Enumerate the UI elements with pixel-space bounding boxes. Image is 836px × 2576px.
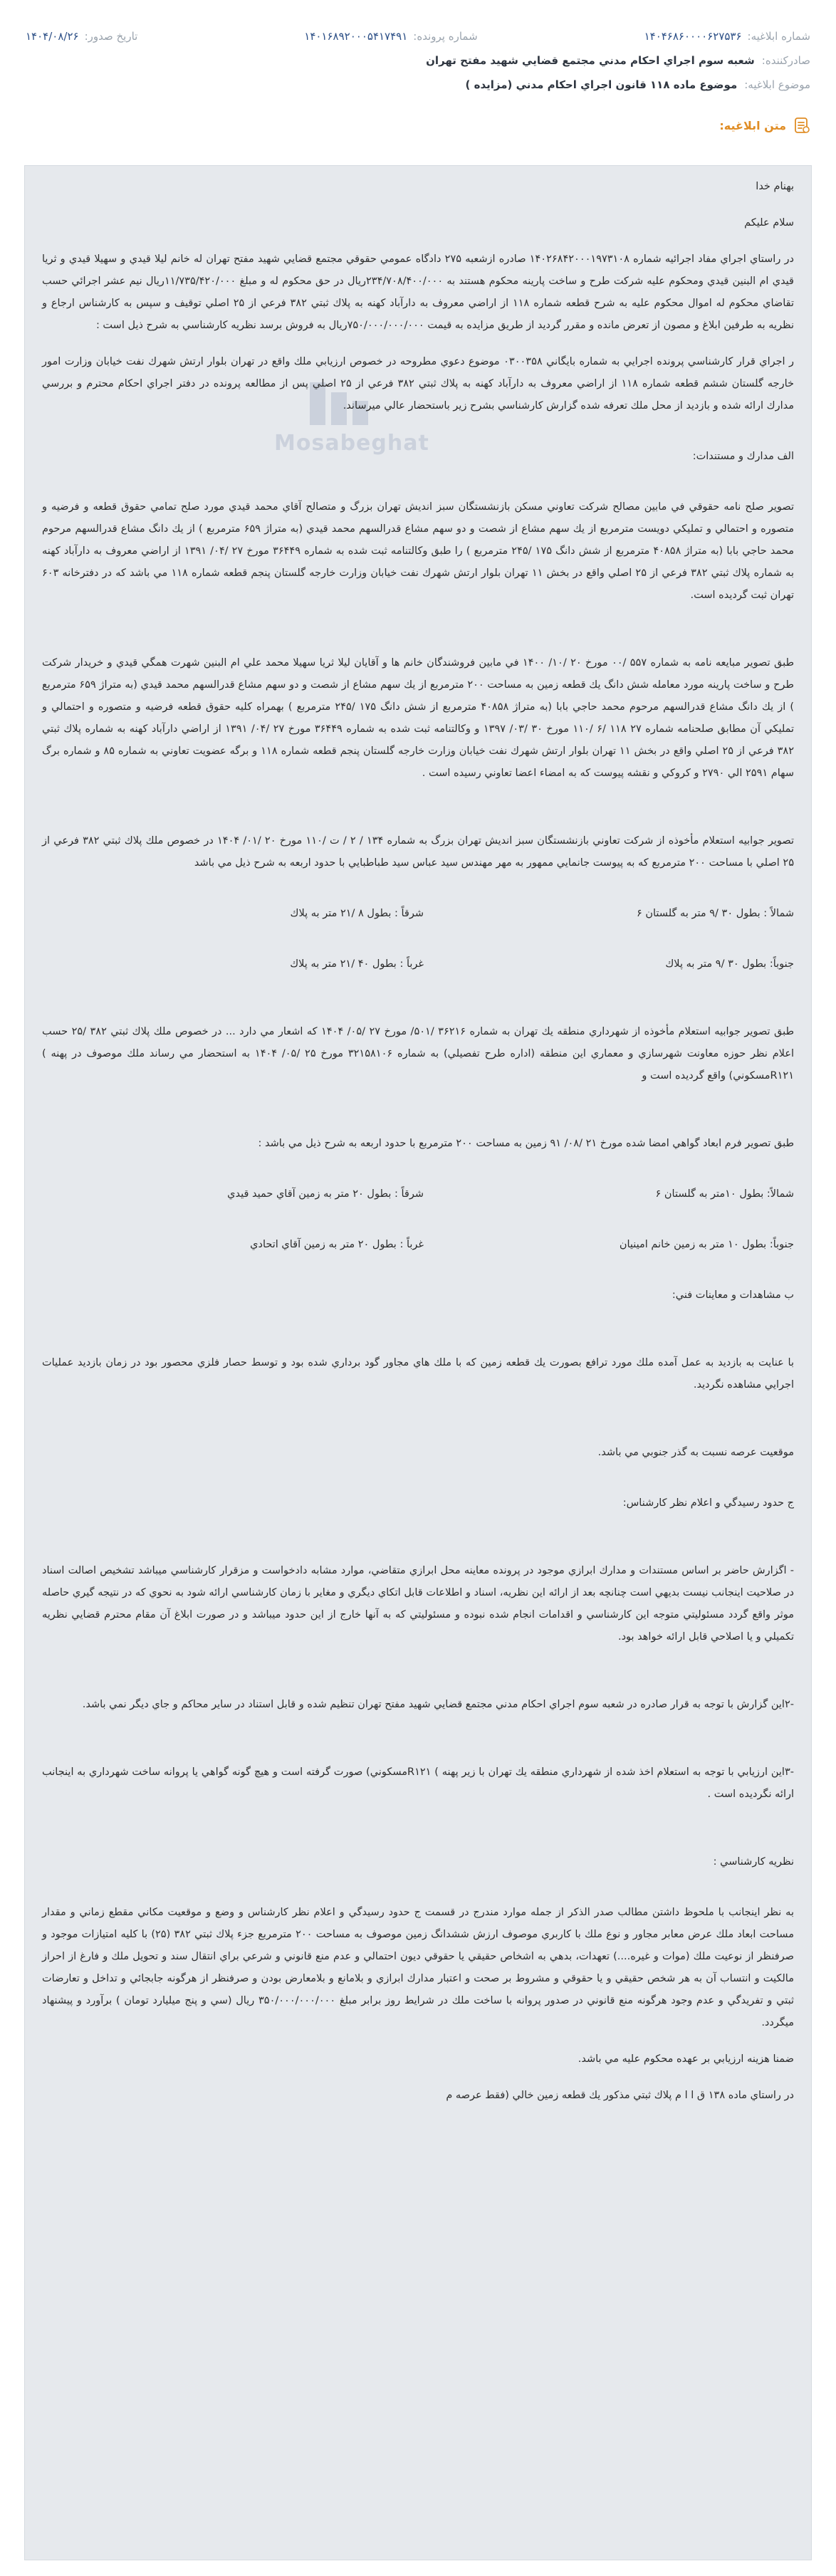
document-1-paragraph: تصوير صلح نامه حقوقي في مابين مصالح شركت تعاوني مسكن بازنشستگان سبز انديش تهران بزرگ و متصالح آقاي محمد قيدي مورد صلح تمامي حقوق قطعه و فرضيه و متصوره و احتمالي و تمليكي دويست مترمربع از يك سهم مشاع از شصت و دو سهم مشاع قدرالسهم محمد قيدي (به متراژ ۶۵۹ مترمربع ) از يك دانگ مشاع قدرالسهم مرحوم محمد حاجي بابا (به متراژ ۴۰۸۵۸ مترمربع از شش دانگ ۱۷۵ /۲۴۵ مترمربع ) را طبق وكالتنامه ثبت شده به شماره ۳۶۴۴۹ مورخ ۲۷ /۰۴/ ۱۳۹۱ از اراضي معروف به دارآباد كهنه به شماره پلاك ثبتي ۳۸۲ فرعي از ۲۵ اصلي واقع در بخش ۱۱ تهران بلوار ارتش شهرك نفت خيابان وزارت خارجه گلستان پنجم قطعه شماره ۱۱۸ مي باشد كه در دفترخانه ۶۰۳ تهران ثبت گرديده است. xyxy=(42,501,794,601)
bounds-2-west: غرباً : بطول ۲۰ متر به زمين آقاي اتحادي xyxy=(250,1239,424,1250)
notice-header xyxy=(0,0,836,97)
final-paragraph: در راستاي ماده ۱۳۸ ق ا ا م پلاك ثبتي مذكور يك قطعه زمين خالي (فقط عرصه م xyxy=(446,2090,794,2101)
notice-number xyxy=(644,30,810,43)
bounds-2-row-2 xyxy=(42,1234,794,1256)
bounds-2-north: شمالاً: بطول ۱۰متر به گلستان ۶ xyxy=(655,1188,794,1200)
notice-text-title: متن ابلاغیه: xyxy=(719,118,786,132)
bounds-1-east: شرقاً : بطول ۸ /۲۱ متر به پلاك xyxy=(290,908,424,919)
document-2-paragraph: طبق تصوير مبايعه نامه به شماره ۵۵۷ /۰۰ مورخ ۲۰ /۱۰/ ۱۴۰۰ في مابين فروشندگان خانم ها و آقايان ليلا ثريا سهيلا محمد علي ام البنين شهرت همگي قيدي و خريدار شركت طرح و ساخت پارينه مورد معامله شش دانگ يك قطعه زمين به مساحت ۲۰۰ مترمربع از يك سهم مشاع از شصت و دو سهم مشاع قدرالسهم محمد قيدي (به متراژ ۶۵۹ مترمربع ) از يك دانگ مشاع قدرالسهم مرحوم محمد حاجي بابا (به متراژ ۴۰۸۵۸ مترمربع از شش دانگ ۱۷۵ /۲۴۵ مترمربع ) بهمراه كليه حقوق قطعه فرضيه و متصوره و احتمالي و تمليكي آن مطابق صلحنامه شماره ۲۷ ۱۱۸ /۶ /۱۱۰ مورخ ۳۰ /۰۳/ ۱۳۹۷ و وكالتنامه ثبت شده به شماره ۳۶۴۴۹ مورخ ۲۷ /۰۴/ ۱۳۹۱ از اراضي دارآباد كهنه به شماره پلاك ثبتي ۳۸۲ فرعي از ۲۵ اصلي واقع در بخش ۱۱ تهران بلوار ارتش شهرك نفت خيابان وزارت خارجه گلستان پنجم قطعه شماره ۱۱۸ و برگه عضويت تعاوني به شماره ۸۵ و شماره برگ سهام ۲۵۹۱ الي ۲۷۹۰ و كروكي و نقشه پيوست كه به امضاء اعضا تعاوني رسيده است . xyxy=(42,657,795,779)
notice-text-heading xyxy=(26,114,810,137)
issue-date xyxy=(26,30,137,43)
bounds-2-east: شرقاً : بطول ۲۰ متر به زمين آقاي حميد قيدي xyxy=(227,1188,424,1200)
observation-2-paragraph: موقعيت عرصه نسبت به گذر جنوبي مي باشد. xyxy=(597,1447,794,1458)
issue-date-label: تاریخ صدور: xyxy=(84,30,138,43)
subject xyxy=(466,78,810,91)
document-5-paragraph: طبق تصوير فرم ابعاد گواهي امضا شده مورخ ۲۱ /۰۸/ ۹۱ زمين به مساحت ۲۰۰ مترمربع با حدود اربعه به شرح ذيل مي باشد : xyxy=(258,1138,794,1149)
section-c-heading: ج حدود رسيدگي و اعلام نظر كارشناس: xyxy=(622,1497,794,1509)
opinion-paragraph: به نظر اينجانب با ملحوظ داشتن مطالب صدر الذكر از جمله موارد مندرج در قسمت ج حدود رسيدگي و اعلام نظر كارشناس و وضع و موقعيت مكاني مقطع زماني و مقدار مساحت ابعاد ملك عرض معابر مجاور و نوع ملك با كاربري موصوف ارزش ششدانگ زمين موصوف به مساحت ۲۰۰ مترمربع جزء پلاك ثبتي ۳۸۲ (۲۵) با كليه امتيازات موجود و صرفنظر از نوعيت ملك (موات و غيره....) تعهدات، بدهي به اشخاص حقيقي يا حقوقي ديون احتمالي و عدم منع قانوني و شرعي براي انتقال سند و تحويل ملك و فارغ از احراز مالكيت و انتساب آن به هر شخص حقيقي و يا حقوقي و مشروط بر صحت و اعتبار مدارك ابرازي و بلامانع و بلامعارض بودن و صرفنظر از هرگونه جابجائي و تداخل و تعارضات ثبتي و تفريدگي و عدم وجود هرگونه منع قانوني در صدور پروانه با ساخت ملك در شرايط روز برابر مبلغ ۳۵۰/۰۰۰/۰۰۰/۰۰۰ ريال (سي و پنج ميليارد تومان ) برآورد و پيشنهاد ميگردد. xyxy=(42,1907,794,2028)
notice-meta-row xyxy=(26,24,810,48)
issuer-value: شعبه سوم اجراي احكام مدني مجتمع قضايي شهيد مفتح تهران xyxy=(426,54,755,67)
notice-number-label: شماره ابلاغیه: xyxy=(747,30,810,43)
section-b-heading: ب مشاهدات و معاينات فني: xyxy=(672,1289,794,1301)
section-d-heading: نظريه كارشناسي : xyxy=(713,1856,794,1868)
referral-paragraph: ر اجراي قرار كارشناسي پرونده اجرايي به شماره بايگاني ۰۳۰۰۳۵۸ موضوع دعوي مطروحه در خصوص ارزيابي ملك واقع در تهران بلوار ارتش شهرك نفت خيابان وزارت امور خارجه گلستان ششم قطعه شماره ۱۱۸ از اراضي معروف به دارآباد كهنه به پلاك ثبتي ۳۸۲ فرعي از ۲۵ اصلي پس از مطالعه پرونده در دفتر اجراي احكام محترم و بررسي مدارك ارائه شده و بازديد از محل ملك تعرفه شده گزارش كارشناسي بشرح زير باستحضار عالي ميرساند. xyxy=(42,356,795,412)
issuer xyxy=(426,54,810,67)
subject-row xyxy=(26,73,810,97)
case-number-label: شماره پرونده: xyxy=(413,30,478,43)
issue-date-value: ۱۴۰۴/۰۸/۲۶ xyxy=(26,30,79,43)
fee-paragraph: ضمنا هزينه ارزيابي بر عهده محكوم عليه مي باشد. xyxy=(578,2053,794,2065)
intro-paragraph: در راستاي اجراي مفاد اجرائيه شماره ۱۴۰۲۶۸۴۲۰۰۰۱۹۷۳۱۰۸ صادره ازشعبه ۲۷۵ دادگاه عمومي حقوقي مجتمع قضايي شهيد مفتح تهران له خانم ليلا قيدي و سهيلا قيدي و ثريا قيدي ام البنين قيدي ومحكوم عليه شركت طرح و ساخت پارينه محكوم هستند به ۲۳۴/۷۰۸/۴۰۰/۰۰۰ريال در حق محكوم له و مبلغ ۱۱/۷۳۵/۴۲۰/۰۰۰ريال نيم عشر اجرائي حسب تقاضاي محكوم له اموال محكوم عليه به شرح قطعه شماره ۱۱۸ از اراضي معروف به دارآباد كهنه به پلاك ثبتي ۳۸۲ فرعي از ۲۵ اصلي توقيف و سپس به كارشناس ارجاع و نظريه به طرفين ابلاغ و مصون از تعرض مانده و مقرر گرديد از طريق مزايده به قيمت ۷۵۰/۰۰۰/۰۰۰/۰۰۰ريال به فروش برسد نظريه كارشناسي به شرح ذيل است : xyxy=(42,253,794,331)
greeting: بهنام خدا xyxy=(756,181,794,192)
bounds-1-south: جنوباً: بطول ۳۰ /۹ متر به پلاك xyxy=(665,958,794,970)
notice-number-value: ۱۴۰۴۶۸۶۰۰۰۰۶۲۷۵۳۶ xyxy=(644,30,742,43)
bounds-1-row-2 xyxy=(42,953,794,975)
bounds-2-south: جنوباً: بطول ۱۰ متر به زمين خانم امينيان xyxy=(619,1239,794,1250)
subject-value: موضوع ماده ۱۱۸ قانون اجراي احكام مدني (مزايده ) xyxy=(465,78,738,91)
bounds-1-north: شمالاً : بطول ۳۰ /۹ متر به گلستان ۶ xyxy=(636,908,794,919)
document-list-icon xyxy=(793,117,810,134)
scope-3-paragraph: -۳اين ارزيابي با توجه به استعلام اخذ شده از شهرداري منطقه يك تهران با زير پهنه ) R۱۲۱مسكوني) صورت گرفته است و هيچ گونه گواهي يا پروانه ساخت شهرداري به اينجانب ارائه نگرديده است . xyxy=(42,1766,794,1800)
document-3-paragraph: تصوير جوابيه استعلام مأخوذه از شركت تعاوني بازنشستگان سبز انديش تهران بزرگ به شماره ۱۳۴ / ۲ / ت /۱۱۰ مورخ ۲۰ /۰۱/ ۱۴۰۴ در خصوص ملك پلاك ثبتي ۳۸۲ فرعي از ۲۵ اصلي با مساحت ۲۰۰ مترمربع كه به پيوست جانمايي ممهور به مهر مهندس سيد عباس سيد طباطبايي با حدود اربعه به شرح ذيل مي باشد xyxy=(42,835,795,869)
bounds-1-row-1 xyxy=(42,903,794,925)
observation-1-paragraph: با عنايت به بازديد به عمل آمده ملك مورد ترافع بصورت يك قطعه زمين كه با ملك هاي مجاور گود برداري شده بود و توسط حصار فلزي محصور بود در زمان بازديد عمليات اجرايي مشاهده نگرديد. xyxy=(42,1357,794,1391)
issuer-label: صادرکننده: xyxy=(761,54,810,67)
bounds-1-west: غرباً : بطول ۴۰ /۲۱ متر به پلاك xyxy=(290,958,424,970)
notice-body-text xyxy=(25,166,811,2107)
scope-1-paragraph: - اگزارش حاضر بر اساس مستندات و مدارك ابرازي موجود در پرونده معاينه محل ابرازي متقاضي، موارد مشابه دادخواست و مزقرار كارشناسي ميباشد تشخيص اصالت اسناد در صلاحيت اينجانب نيست بديهي است چنانچه بعد از ارائه اين نظريه، اسناد و اطلاعات قابل اتكاي ديگري و مغاير با زمان كارشناسي ارائه شود به نحوي كه در نتيجه گيري حاصله موثر واقع گردد مسئوليتي متوجه اين كارشناسي و اقدامات انجام شده نبوده و مسئوليتي كه به آنها خارج از اين حدود ميباشد و در صورت ابلاغ آن مقام محترم قضايي نظريه تكميلي و يا اصلاحي قابل ارائه خواهد بود. xyxy=(42,1565,794,1643)
scope-2-paragraph: -۲اين گزارش با توجه به قرار صادره در شعبه سوم اجراي احكام مدني مجتمع قضايي شهيد مفتح تهران تنظيم شده و قابل استناد در ساير محاكم و جاي ديگر نمي باشد. xyxy=(82,1699,794,1710)
case-number-value: ۱۴۰۱۶۸۹۲۰۰۰۵۴۱۷۴۹۱ xyxy=(304,30,408,43)
notice-body-box xyxy=(24,165,812,2560)
subject-label: موضوع ابلاغیه: xyxy=(744,78,810,91)
section-a-heading: الف مدارك و مستندات: xyxy=(692,451,794,462)
case-number xyxy=(304,30,477,43)
bounds-2-row-1 xyxy=(42,1183,794,1205)
document-4-paragraph: طبق تصوير جوابيه استعلام مأخوذه از شهرداري منطقه يك تهران به شماره ۳۶۲۱۶ /۵۰۱/ مورخ ۲۷ /۰۵/ ۱۴۰۴ كه اشعار مي دارد ... در خصوص ملك پلاك ثبتي ۳۸۲ /۲۵ حسب اعلام نظر حوزه معاونت شهرسازي و معماري اين منطقه (اداره طرح تفصيلي) به شماره ۳۲۱۵۸۱۰۶ مورخ ۲۵ /۰۵/ ۱۴۰۴ به استحضار مي رساند ملك موصوف در پهنه ) R۱۲۱مسكوني) واقع گرديده است و xyxy=(42,1026,795,1082)
watermark-text: Mosabeghat xyxy=(274,431,429,456)
issuer-row xyxy=(26,48,810,73)
salutation: سلام عليكم xyxy=(744,217,794,229)
